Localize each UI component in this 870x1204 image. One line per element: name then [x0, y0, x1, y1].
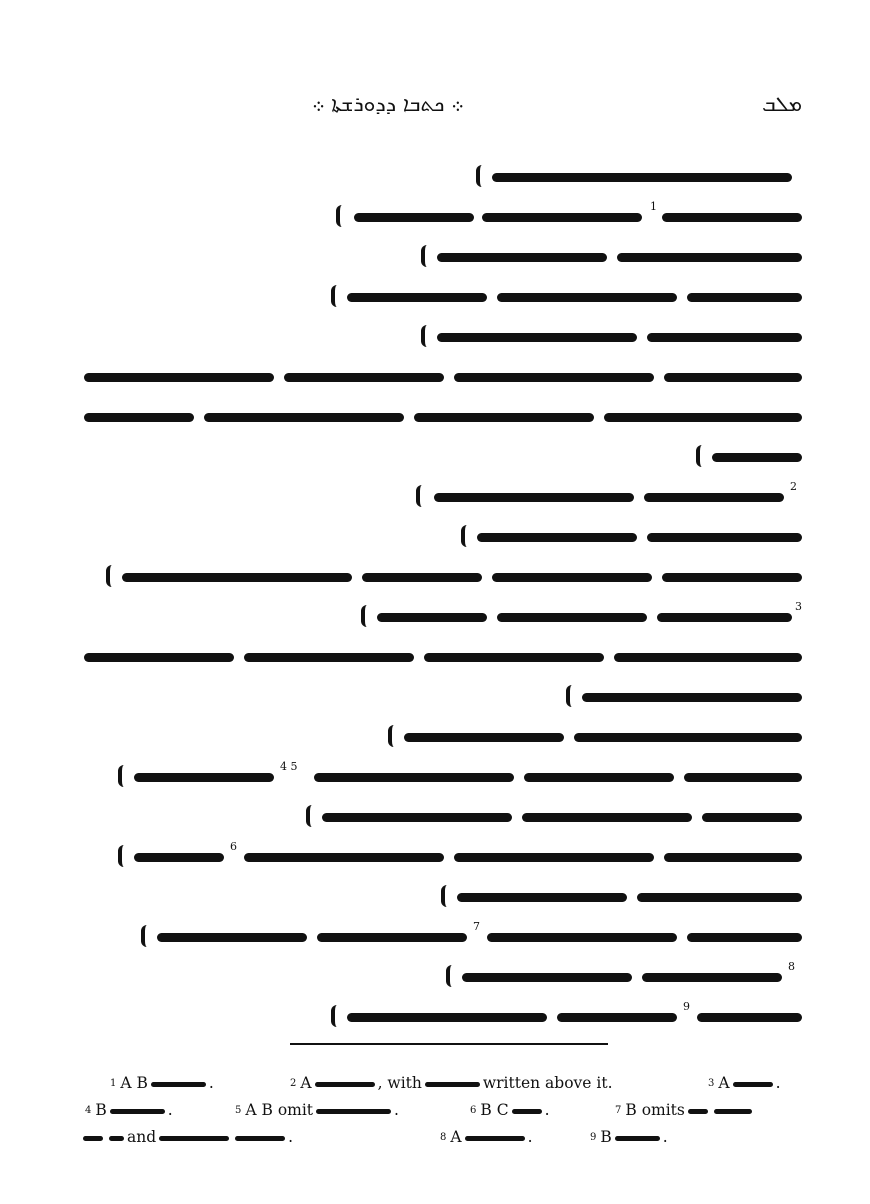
footnote-5: $^5$ A B omit .	[235, 1101, 399, 1119]
text-line	[562, 680, 802, 714]
text-line	[84, 400, 802, 434]
text-line	[417, 240, 802, 274]
footnote-line	[80, 1070, 810, 1097]
footnote-line	[80, 1097, 810, 1124]
text-line	[357, 600, 802, 634]
text-line	[327, 1000, 802, 1034]
text-line	[442, 960, 802, 994]
text-line	[437, 880, 802, 914]
footnote-9: $^9$ B .	[590, 1128, 668, 1146]
footnote-2: $^2$ A , with written above it.	[290, 1074, 613, 1092]
footnotes	[80, 1070, 810, 1151]
text-line	[102, 560, 802, 594]
running-title: ܀ ܟܬܒܐ ܕܕܘܪܫܬܐ ܀	[312, 92, 464, 116]
footnote-marker: 6	[230, 840, 237, 853]
text-line	[332, 200, 802, 234]
footnote-7-continued: and .	[80, 1124, 293, 1151]
footnote-line	[80, 1124, 810, 1151]
text-line	[114, 760, 802, 794]
text-line	[457, 520, 802, 554]
text-line	[84, 640, 802, 674]
footnote-marker: 2	[790, 480, 797, 493]
footnote-rule	[290, 1043, 608, 1045]
text-line	[412, 480, 802, 514]
footnote-marker: 3	[795, 600, 802, 613]
footnote-4: $^4$ B .	[85, 1101, 173, 1119]
running-header	[80, 92, 802, 126]
footnote-marker: 7	[473, 920, 480, 933]
text-line	[327, 280, 802, 314]
text-line	[114, 840, 802, 874]
text-line	[472, 160, 802, 194]
text-line	[692, 440, 802, 474]
footnote-7: $^7$ B omits	[615, 1097, 755, 1124]
footnote-marker: 8	[788, 960, 795, 973]
footnote-3: $^3$ A .	[708, 1074, 781, 1092]
text-line	[417, 320, 802, 354]
footnote-marker: 1	[650, 200, 657, 213]
footnote-6: $^6$ B C .	[470, 1101, 550, 1119]
footnote-marker: 4 5	[280, 760, 298, 773]
footnote-1: $^1$ A B .	[110, 1074, 214, 1092]
footnote-8: $^8$ A .	[440, 1128, 533, 1146]
text-line	[384, 720, 802, 754]
text-line	[137, 920, 802, 954]
text-line	[84, 360, 802, 394]
footnote-marker: 9	[683, 1000, 690, 1013]
text-line	[302, 800, 802, 834]
page-number: ܡܠܒ	[762, 92, 802, 116]
